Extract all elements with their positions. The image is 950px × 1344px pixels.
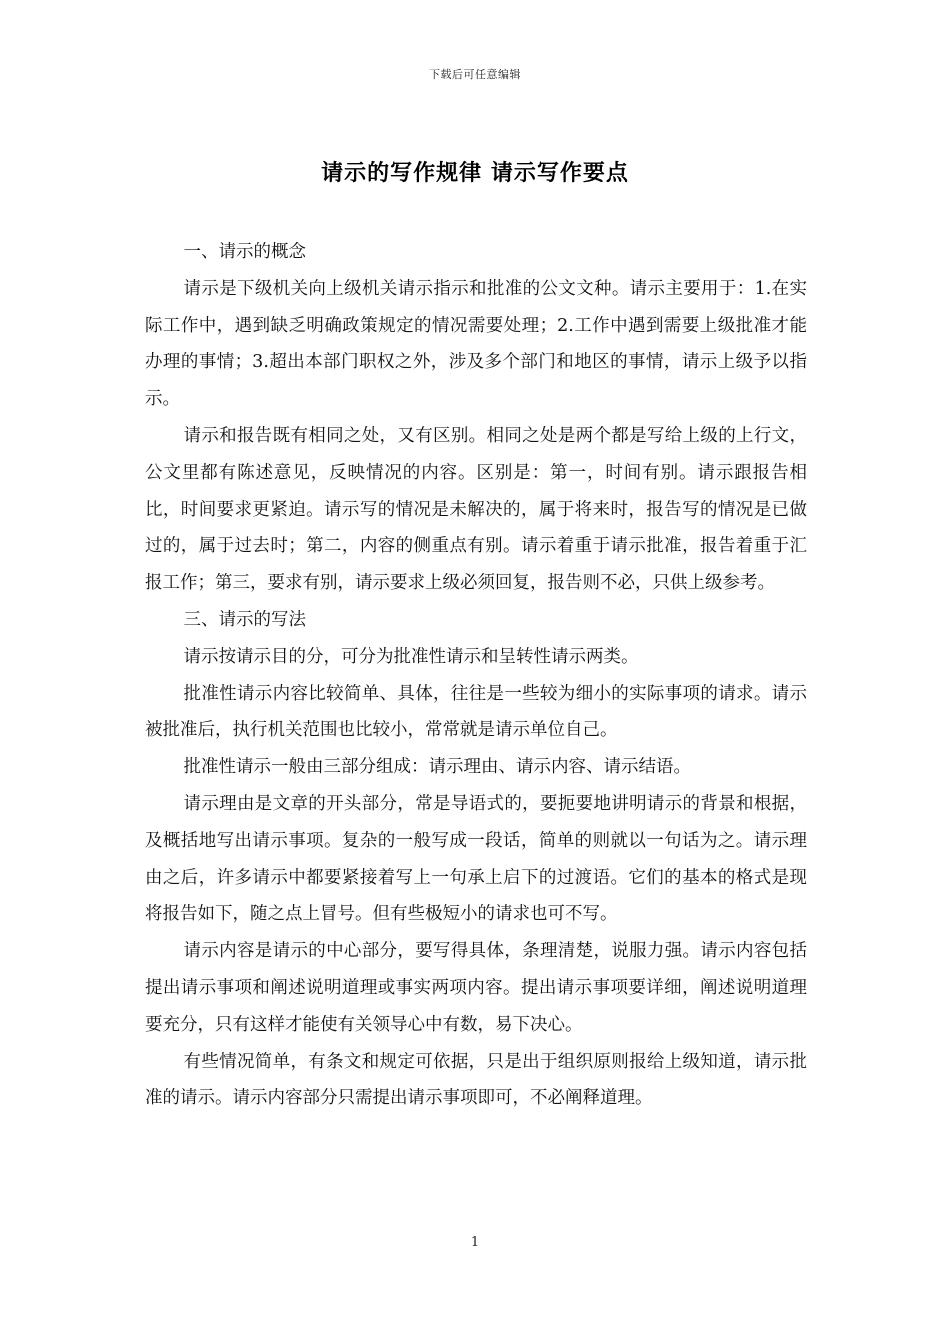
paragraph: 有些情况简单，有条文和规定可依据，只是出于组织原则报给上级知道，请示批准的请示。请示内容部分只需提出请示事项即可，不必阐释道理。 xyxy=(145,1051,807,1109)
paragraph: 请示是下级机关向上级机关请示指示和批准的公文文种。请示主要用于：1.在实际工作中，遇到缺乏明确政策规定的情况需要处理；2.工作中遇到需要上级批准才能办理的事情；3.超出本部门职权之外，涉及多个部门和地区的事情，请示上级予以指示。 xyxy=(145,278,807,410)
paragraph: 请示理由是文章的开头部分，常是导语式的，要扼要地讲明请示的背景和根据，及概括地写出请示事项。复杂的一般写成一段话，简单的则就以一句话为之。请示理由之后，许多请示中都要紧接着写上一句承上启下的过渡语。它们的基本的格式是现将报告如下，随之点上冒号。但有些极短小的请求也可不写。 xyxy=(145,793,807,925)
section-heading-concept: 一、请示的概念 xyxy=(183,242,306,262)
paragraph: 批准性请示内容比较简单、具体，往往是一些较为细小的实际事项的请求。请示被批准后，执行机关范围也比较小，常常就是请示单位自己。 xyxy=(145,683,807,741)
page-number: 1 xyxy=(470,1235,480,1250)
paragraph: 请示按请示目的分，可分为批准性请示和呈转性请示两类。 xyxy=(183,646,639,667)
section-heading-writing: 三、请示的写法 xyxy=(183,609,306,630)
document-title: 请示的写作规律 请示写作要点 xyxy=(321,160,629,186)
page-header-note: 下载后可任意编辑 xyxy=(429,68,521,81)
document-body xyxy=(145,234,807,1117)
paragraph: 请示和报告既有相同之处，又有区别。相同之处是两个都是写给上级的上行文，公文里都有陈述意见，反映情况的内容。区别是：第一，时间有别。请示跟报告相比，时间要求更紧迫。请示写的情况是未解决的，属于将来时，报告写的情况是已做过的，属于过去时；第二，内容的侧重点有别。请示着重于请示批准，报告着重于汇报工作；第三，要求有别，请示要求上级必须回复，报告则不必，只供上级参考。 xyxy=(145,425,807,594)
paragraph: 请示内容是请示的中心部分，要写得具体，条理清楚，说服力强。请示内容包括提出请示事项和阐述说明道理或事实两项内容。提出请示事项要详细，阐述说明道理要充分，只有这样才能使有关领导心中有数，易下决心。 xyxy=(145,941,807,1035)
paragraph: 批准性请示一般由三部分组成：请示理由、请示内容、请示结语。 xyxy=(183,757,691,778)
